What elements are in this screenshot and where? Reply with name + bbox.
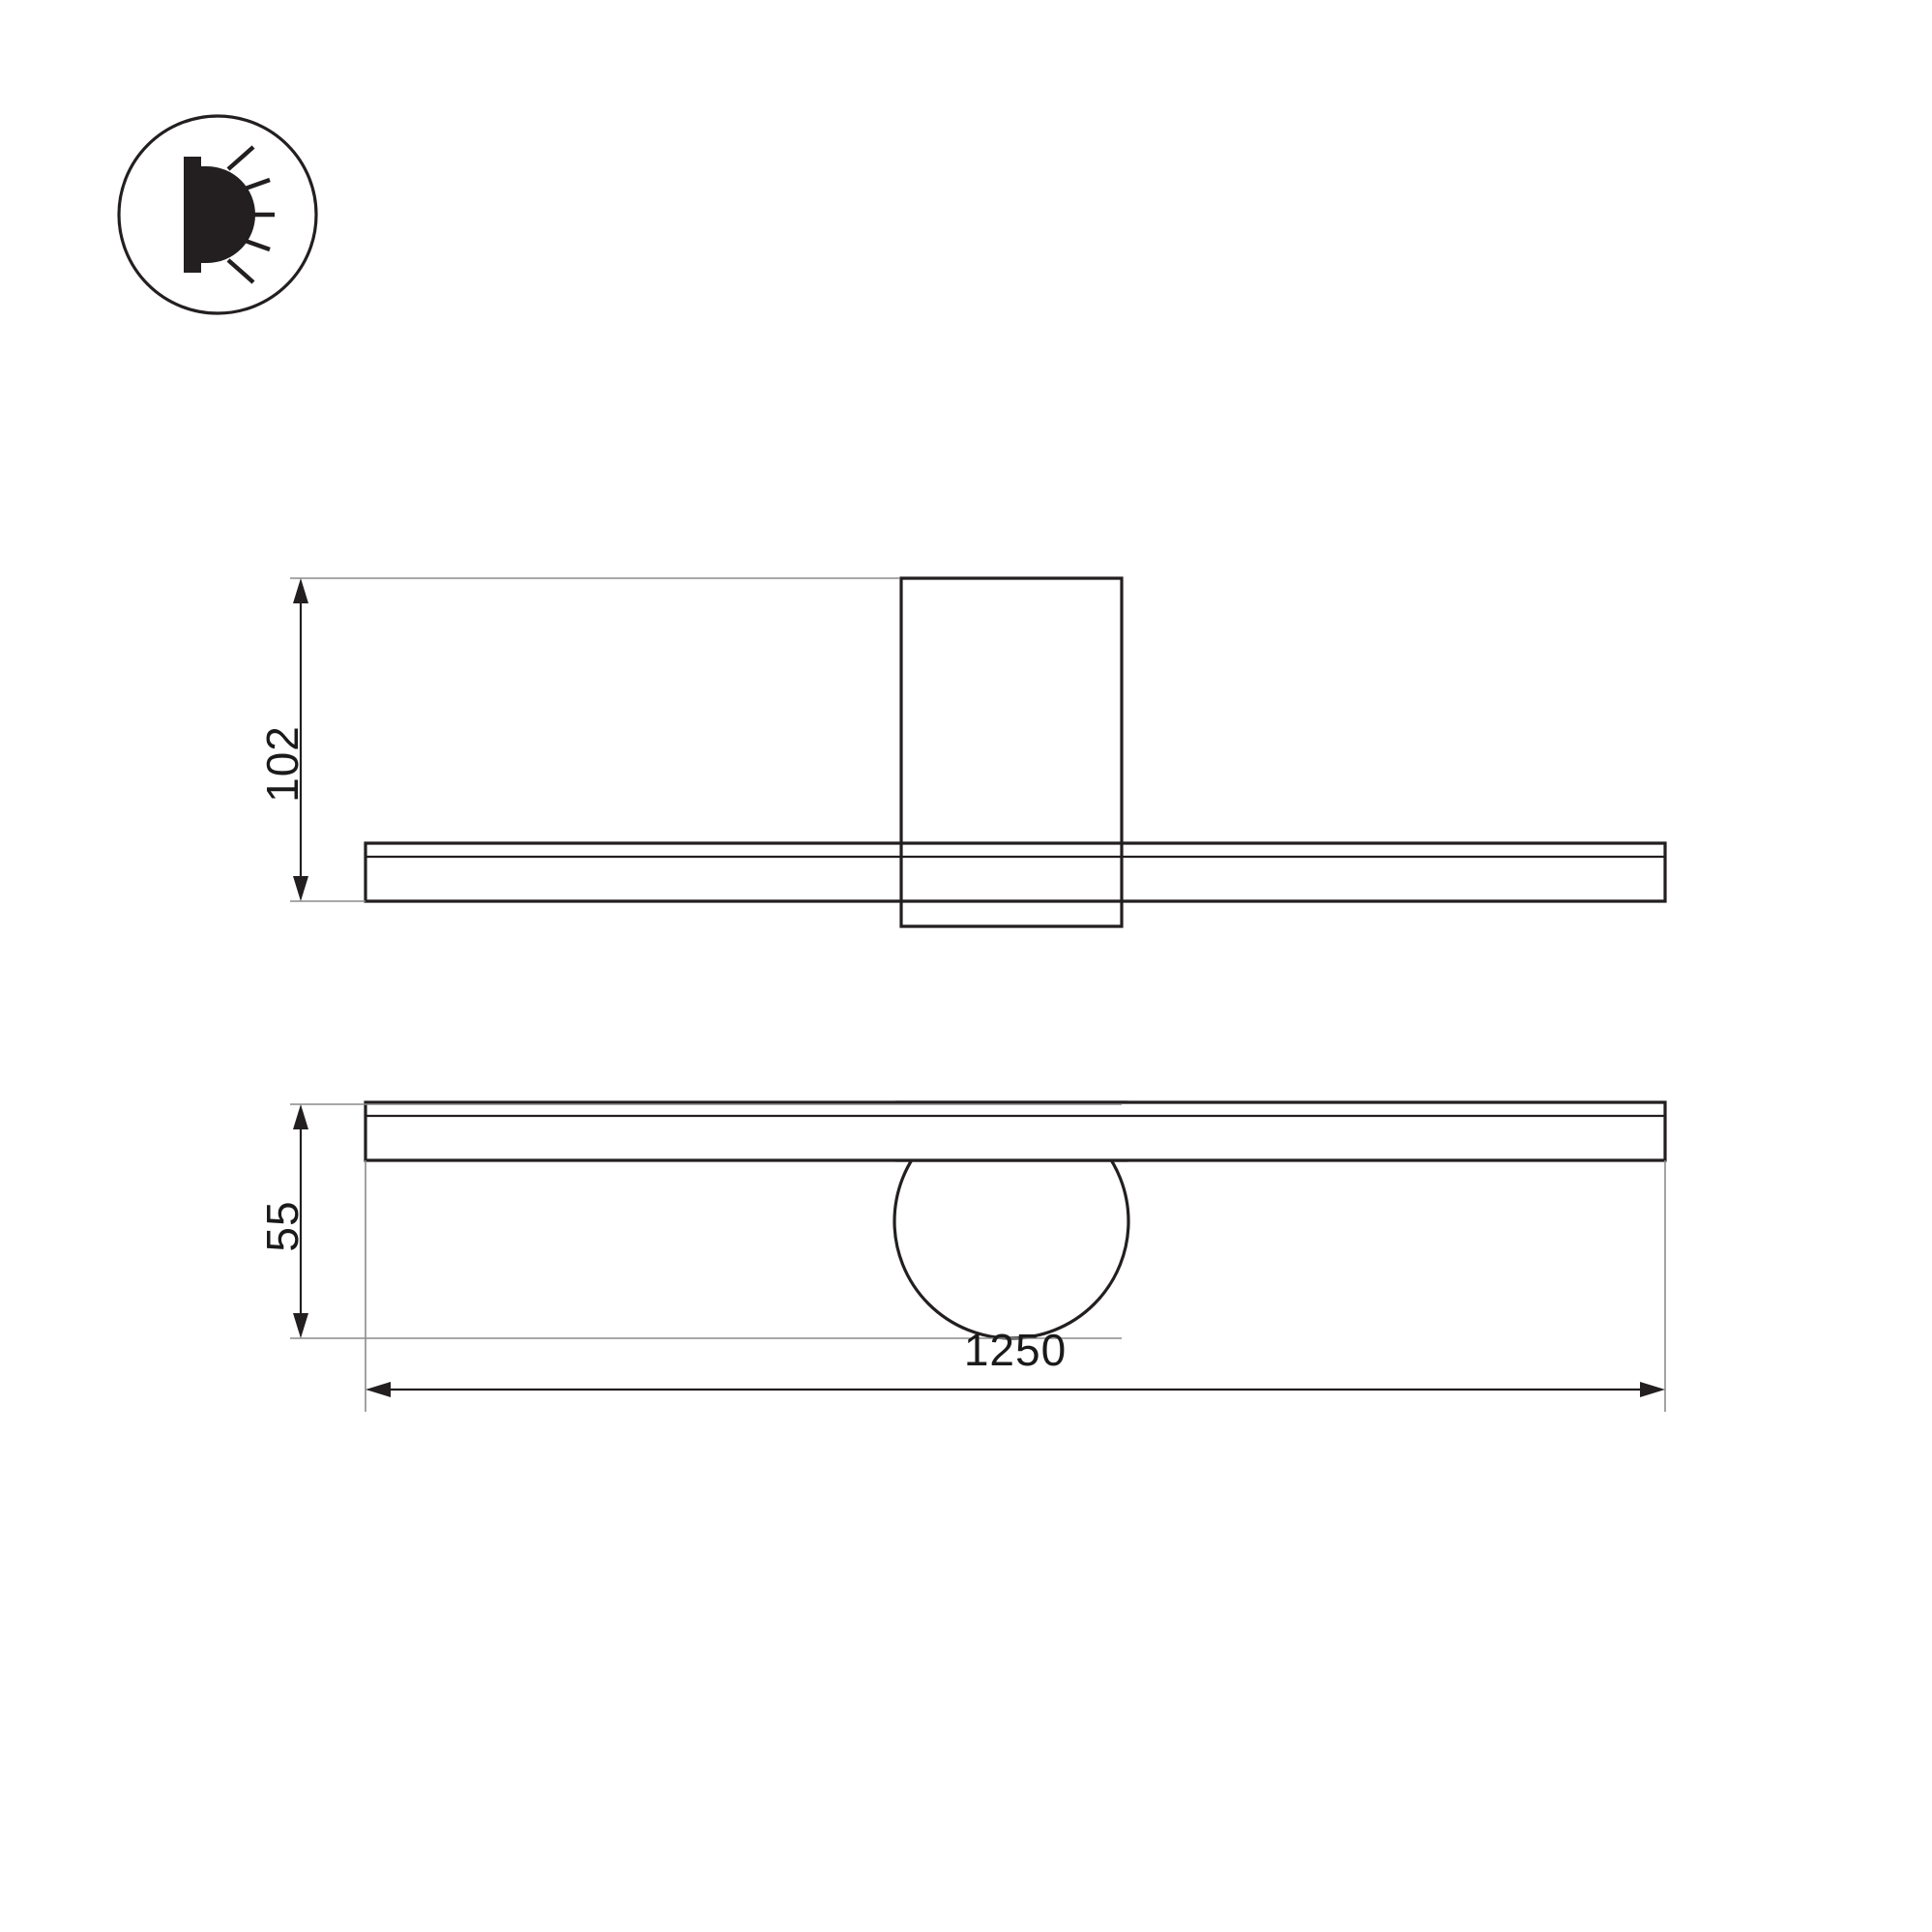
wall-light-emission-icon <box>119 116 316 313</box>
height-dimension <box>290 578 899 901</box>
front-view <box>366 578 1665 926</box>
length-dimension-value: 1250 <box>963 1325 1068 1375</box>
side-view <box>366 1102 1665 1338</box>
depth-dimension-value: 55 <box>257 1200 307 1252</box>
height-dimension-value: 102 <box>257 725 307 803</box>
